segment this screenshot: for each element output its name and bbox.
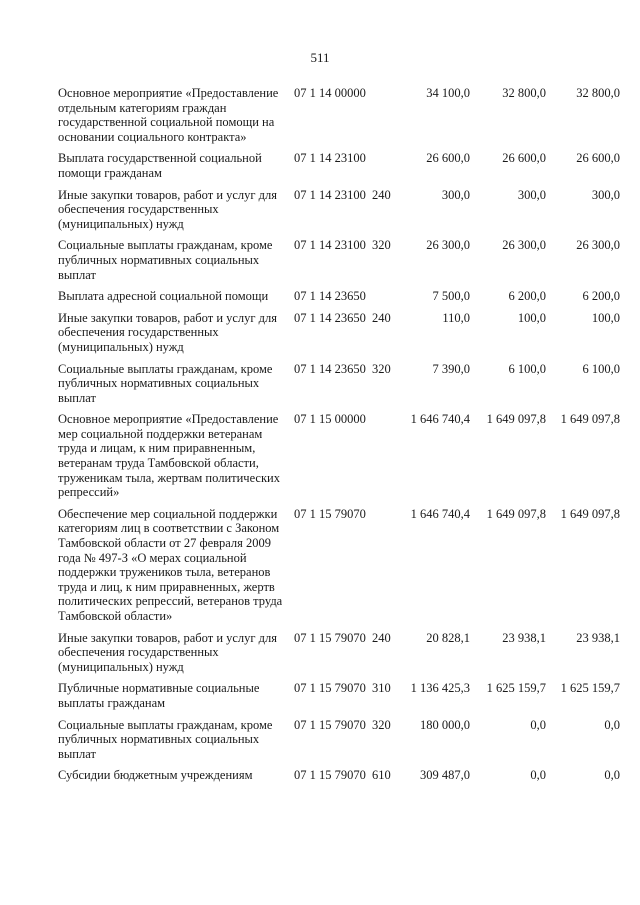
row-target-code: 07 1 15 79070 [294, 630, 366, 645]
row-amount-year-2: 6 200,0 [508, 289, 546, 304]
row-amount-year-2: 1 649 097,8 [486, 506, 546, 521]
row-amount-year-1: 110,0 [442, 310, 470, 325]
row-target-code: 07 1 14 23650 [294, 310, 366, 325]
row-expense-type: 310 [372, 681, 391, 696]
row-amount-year-3: 300,0 [591, 187, 620, 202]
row-amount-year-3: 0,0 [604, 768, 620, 783]
row-name: Публичные нормативные социальные выплаты гражданам [58, 681, 260, 710]
row-name: Выплата адресной социальной помощи [58, 289, 269, 304]
row-amount-year-1: 309 487,0 [420, 768, 470, 783]
row-target-code: 07 1 14 23100 [294, 238, 366, 253]
row-expense-type: 320 [372, 238, 391, 253]
table-row [58, 238, 618, 282]
row-amount-year-2: 26 300,0 [502, 238, 546, 253]
row-name: Основное мероприятие «Предоставление отдельным категориям граждан государственной социальной помощи на основании социального контракта» [58, 86, 279, 144]
row-expense-type: 320 [372, 717, 391, 732]
row-amount-year-1: 180 000,0 [420, 717, 470, 732]
row-amount-year-2: 1 625 159,7 [486, 681, 546, 696]
budget-table [58, 86, 618, 790]
row-amount-year-1: 26 600,0 [426, 151, 470, 166]
row-amount-year-2: 0,0 [530, 717, 546, 732]
row-amount-year-3: 26 600,0 [576, 151, 620, 166]
table-row [58, 412, 618, 500]
row-amount-year-1: 1 646 740,4 [410, 412, 470, 427]
row-amount-year-2: 26 600,0 [502, 151, 546, 166]
row-amount-year-2: 6 100,0 [508, 361, 546, 376]
row-target-code: 07 1 14 23650 [294, 361, 366, 376]
row-target-code: 07 1 15 79070 [294, 717, 366, 732]
row-amount-year-3: 100,0 [591, 310, 620, 325]
row-amount-year-2: 1 649 097,8 [486, 412, 546, 427]
row-amount-year-3: 23 938,1 [576, 630, 620, 645]
row-target-code: 07 1 15 00000 [294, 412, 366, 427]
row-target-code: 07 1 15 79070 [294, 768, 366, 783]
row-target-code: 07 1 14 00000 [294, 86, 366, 100]
table-row [58, 151, 618, 180]
row-amount-year-1: 20 828,1 [426, 630, 470, 645]
row-name: Социальные выплаты гражданам, кроме публичных нормативных социальных выплат [58, 361, 273, 405]
row-amount-year-2: 0,0 [530, 768, 546, 783]
row-target-code: 07 1 15 79070 [294, 681, 366, 696]
row-expense-type: 610 [372, 768, 391, 783]
row-amount-year-3: 6 200,0 [582, 289, 620, 304]
table-row [58, 718, 618, 762]
row-name: Основное мероприятие «Предоставление мер социальной поддержки ветеранам труда и лицам, к ним приравненным, ветеранам труда Тамбовской области, труженикам тыла, жертвам политических репрессий» [58, 412, 280, 500]
row-amount-year-3: 1 625 159,7 [560, 681, 620, 696]
row-amount-year-1: 1 136 425,3 [410, 681, 470, 696]
row-target-code: 07 1 14 23100 [294, 187, 366, 202]
row-expense-type: 240 [372, 310, 391, 325]
row-amount-year-2: 32 800,0 [502, 86, 546, 100]
row-amount-year-3: 1 649 097,8 [560, 506, 620, 521]
row-name: Социальные выплаты гражданам, кроме публичных нормативных социальных выплат [58, 717, 273, 761]
row-amount-year-1: 300,0 [441, 187, 470, 202]
row-amount-year-1: 7 500,0 [432, 289, 470, 304]
table-row [58, 289, 618, 304]
row-amount-year-3: 1 649 097,8 [560, 412, 620, 427]
row-target-code: 07 1 14 23100 [294, 151, 366, 166]
row-amount-year-1: 34 100,0 [426, 86, 470, 100]
row-target-code: 07 1 15 79070 [294, 506, 366, 521]
page-number: 511 [310, 50, 330, 65]
row-name: Субсидии бюджетным учреждениям [58, 768, 253, 783]
row-name: Социальные выплаты гражданам, кроме публичных нормативных социальных выплат [58, 238, 273, 282]
table-row [58, 188, 618, 232]
row-amount-year-1: 7 390,0 [432, 361, 470, 376]
row-name: Выплата государственной социальной помощи гражданам [58, 151, 262, 180]
table-row [58, 631, 618, 675]
row-amount-year-3: 6 100,0 [582, 361, 620, 376]
table-row [58, 362, 618, 406]
table-row [58, 768, 618, 783]
row-expense-type: 240 [372, 187, 391, 202]
row-amount-year-2: 300,0 [517, 187, 546, 202]
row-amount-year-1: 26 300,0 [426, 238, 470, 253]
table-row [58, 507, 618, 624]
row-expense-type: 240 [372, 630, 391, 645]
row-expense-type: 320 [372, 361, 391, 376]
table-row [58, 681, 618, 710]
row-name: Иные закупки товаров, работ и услуг для обеспечения государственных (муниципальных) нужд [58, 187, 278, 231]
row-name: Обеспечение мер социальной поддержки категориям лиц в соответствии с Законом Тамбовской области от 27 февраля 2009 года № 497-З «О мерах социальной поддержки тружеников тыла, ветеранов труда и лиц, к ним приравненных, жертв политических репрессий, ветеранов труда Тамбовской области» [58, 506, 283, 623]
table-row [58, 86, 618, 144]
row-amount-year-2: 23 938,1 [502, 630, 546, 645]
table-row [58, 311, 618, 355]
row-name: Иные закупки товаров, работ и услуг для обеспечения государственных (муниципальных) нужд [58, 630, 278, 674]
row-amount-year-2: 100,0 [517, 310, 546, 325]
row-amount-year-3: 32 800,0 [576, 86, 620, 100]
row-amount-year-1: 1 646 740,4 [410, 506, 470, 521]
row-amount-year-3: 0,0 [604, 717, 620, 732]
row-amount-year-3: 26 300,0 [576, 238, 620, 253]
row-target-code: 07 1 14 23650 [294, 289, 366, 304]
row-name: Иные закупки товаров, работ и услуг для обеспечения государственных (муниципальных) нужд [58, 310, 278, 354]
